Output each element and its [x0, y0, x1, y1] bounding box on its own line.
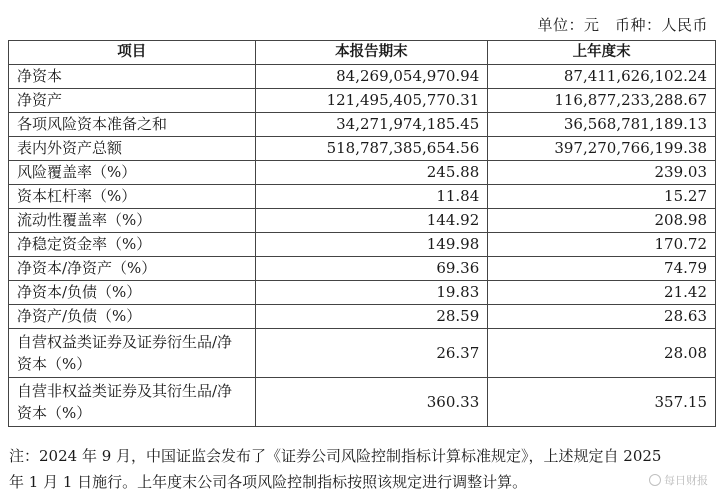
row-prior-value: 357.15 [488, 378, 716, 427]
footnote-line-2: 年 1 月 1 日施行。上年度末公司各项风险控制指标按照该规定进行调整计算。 [9, 473, 528, 491]
row-item: 净资本/负债（%） [9, 281, 256, 305]
row-current-value: 34,271,974,185.45 [255, 113, 488, 137]
row-current-value: 144.92 [255, 209, 488, 233]
row-item: 净资本 [9, 65, 256, 89]
row-current-value: 11.84 [255, 185, 488, 209]
row-item: 资本杠杆率（%） [9, 185, 256, 209]
row-item: 自营权益类证券及证券衍生品/净资本（%） [9, 329, 256, 378]
row-item: 净资本/净资产（%） [9, 257, 256, 281]
table-row [9, 137, 716, 161]
row-current-value: 149.98 [255, 233, 488, 257]
table-row [9, 89, 716, 113]
row-current-value: 69.36 [255, 257, 488, 281]
row-prior-value: 397,270,766,199.38 [488, 137, 716, 161]
watermark-logo-icon [649, 474, 661, 486]
row-prior-value: 208.98 [488, 209, 716, 233]
row-prior-value: 170.72 [488, 233, 716, 257]
row-item: 风险覆盖率（%） [9, 161, 256, 185]
table-row [9, 65, 716, 89]
row-current-value: 28.59 [255, 305, 488, 329]
row-item: 各项风险资本准备之和 [9, 113, 256, 137]
table-row [9, 378, 716, 427]
table-row [9, 305, 716, 329]
table-row [9, 281, 716, 305]
header-item: 项目 [9, 41, 256, 65]
row-item: 净资产/负债（%） [9, 305, 256, 329]
row-item: 流动性覆盖率（%） [9, 209, 256, 233]
header-prior-year: 上年度末 [488, 41, 716, 65]
table-row [9, 257, 716, 281]
header-current-period: 本报告期末 [255, 41, 488, 65]
row-prior-value: 74.79 [488, 257, 716, 281]
table-row [9, 161, 716, 185]
table-row [9, 185, 716, 209]
footnote-line-1: 注：2024 年 9 月，中国证监会发布了《证券公司风险控制指标计算标准规定》，上述规定自 2025 [9, 447, 662, 465]
watermark-text: 每日财报 [664, 474, 708, 487]
table-row [9, 209, 716, 233]
row-current-value: 245.88 [255, 161, 488, 185]
risk-indicator-table [8, 40, 716, 427]
unit-currency-label: 单位：元 币种：人民币 [537, 16, 708, 34]
row-current-value: 518,787,385,654.56 [255, 137, 488, 161]
row-prior-value: 116,877,233,288.67 [488, 89, 716, 113]
row-item: 净资产 [9, 89, 256, 113]
table-header-row [9, 41, 716, 65]
row-current-value: 121,495,405,770.31 [255, 89, 488, 113]
row-item: 自营非权益类证券及其衍生品/净资本（%） [9, 378, 256, 427]
row-prior-value: 239.03 [488, 161, 716, 185]
row-prior-value: 28.08 [488, 329, 716, 378]
row-current-value: 84,269,054,970.94 [255, 65, 488, 89]
row-item: 净稳定资金率（%） [9, 233, 256, 257]
table-row [9, 233, 716, 257]
table-row [9, 113, 716, 137]
table-footnote [9, 443, 719, 495]
row-current-value: 26.37 [255, 329, 488, 378]
row-prior-value: 87,411,626,102.24 [488, 65, 716, 89]
row-prior-value: 15.27 [488, 185, 716, 209]
row-current-value: 360.33 [255, 378, 488, 427]
row-item: 表内外资产总额 [9, 137, 256, 161]
row-current-value: 19.83 [255, 281, 488, 305]
row-prior-value: 36,568,781,189.13 [488, 113, 716, 137]
row-prior-value: 28.63 [488, 305, 716, 329]
table-row [9, 329, 716, 378]
row-prior-value: 21.42 [488, 281, 716, 305]
source-watermark [649, 472, 708, 488]
